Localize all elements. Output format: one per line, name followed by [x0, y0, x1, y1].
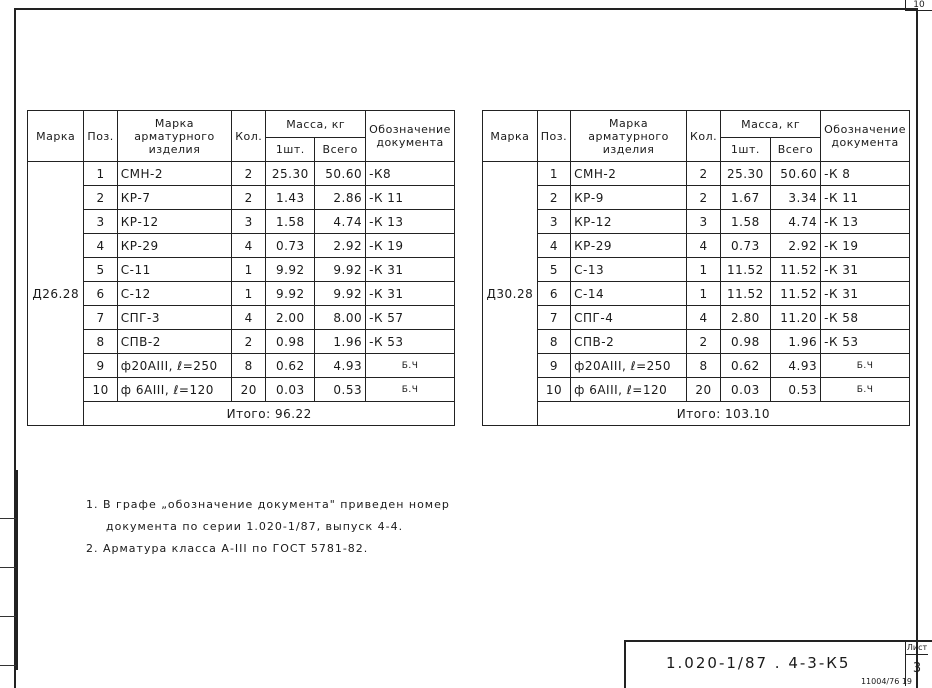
qty-cell: 20 [232, 378, 266, 402]
unit-mass-cell: 9.92 [266, 282, 315, 306]
item-cell: С-11 [117, 258, 231, 282]
item-cell: СПГ-3 [117, 306, 231, 330]
header-mark: Марка [483, 111, 538, 162]
item-cell: ф20АIII, ℓ=250 [117, 354, 231, 378]
document-code: 1.020-1/87 . 4-3-К5 [666, 654, 851, 672]
note-line-3: 2. Арматура класса А-III по ГОСТ 5781-82. [86, 542, 369, 555]
total-mass-cell: 2.92 [770, 234, 820, 258]
doc-cell: -К 13 [821, 210, 910, 234]
item-cell: ф20АIII, ℓ=250 [571, 354, 687, 378]
unit-mass-cell: 25.30 [721, 162, 771, 186]
header-qty: Кол. [687, 111, 721, 162]
qty-cell: 2 [232, 162, 266, 186]
unit-mass-cell: 1.67 [721, 186, 771, 210]
note-line-1: 1. В графе „обозначение документа" приведен номер [86, 498, 450, 511]
pos-cell: 3 [537, 210, 570, 234]
table-row [483, 330, 910, 354]
corner-number: 10 [905, 0, 932, 11]
item-cell: КР-29 [117, 234, 231, 258]
item-cell: ф 6АIII, ℓ=120 [571, 378, 687, 402]
total-mass-cell: 9.92 [315, 258, 366, 282]
total-mass-cell: 0.53 [315, 378, 366, 402]
header-mass: Масса, кг [721, 111, 821, 138]
doc-cell: Б.Ч [821, 354, 910, 378]
qty-cell: 1 [687, 258, 721, 282]
total-mass-cell: 0.53 [770, 378, 820, 402]
unit-mass-cell: 11.52 [721, 258, 771, 282]
table-row [28, 378, 455, 402]
total-mass-cell: 2.92 [315, 234, 366, 258]
table-row [483, 378, 910, 402]
pos-cell: 8 [84, 330, 117, 354]
pos-cell: 6 [84, 282, 117, 306]
table-row [483, 282, 910, 306]
unit-mass-cell: 1.43 [266, 186, 315, 210]
table-row [483, 354, 910, 378]
doc-cell: -К 11 [821, 186, 910, 210]
qty-cell: 2 [687, 330, 721, 354]
total-mass-cell: 9.92 [315, 282, 366, 306]
pos-cell: 2 [537, 186, 570, 210]
doc-cell: -К 57 [366, 306, 455, 330]
binding-strips [0, 470, 18, 670]
footer-number: 11004/76 19 [860, 677, 912, 686]
total-mass-cell: 11.20 [770, 306, 820, 330]
total-mass-cell: 4.74 [770, 210, 820, 234]
note-line-2: документа по серии 1.020-1/87, выпуск 4-4. [106, 520, 404, 533]
qty-cell: 2 [232, 330, 266, 354]
item-cell: С-13 [571, 258, 687, 282]
pos-cell: 5 [537, 258, 570, 282]
total-cell: Итого: 103.10 [537, 402, 909, 426]
qty-cell: 8 [687, 354, 721, 378]
table-row [28, 306, 455, 330]
qty-cell: 4 [687, 306, 721, 330]
total-mass-cell: 50.60 [770, 162, 820, 186]
qty-cell: 2 [687, 162, 721, 186]
element-mark: Д26.28 [28, 162, 84, 426]
item-cell: КР-12 [571, 210, 687, 234]
sheet-number: 3 [912, 661, 922, 676]
header-mass-unit: 1шт. [721, 138, 771, 162]
doc-cell: -К 53 [366, 330, 455, 354]
element-mark: Д30.28 [483, 162, 538, 426]
doc-cell: -К 31 [366, 282, 455, 306]
unit-mass-cell: 0.03 [266, 378, 315, 402]
table-row [483, 234, 910, 258]
unit-mass-cell: 0.73 [266, 234, 315, 258]
header-doc: Обозначение документа [366, 111, 455, 162]
pos-cell: 9 [84, 354, 117, 378]
item-cell: СМН-2 [117, 162, 231, 186]
unit-mass-cell: 0.98 [721, 330, 771, 354]
unit-mass-cell: 11.52 [721, 282, 771, 306]
qty-cell: 8 [232, 354, 266, 378]
table-row [483, 258, 910, 282]
doc-cell: Б.Ч [366, 378, 455, 402]
item-cell: СПГ-4 [571, 306, 687, 330]
header-mass-unit: 1шт. [266, 138, 315, 162]
unit-mass-cell: 1.58 [266, 210, 315, 234]
unit-mass-cell: 0.62 [266, 354, 315, 378]
qty-cell: 1 [232, 282, 266, 306]
pos-cell: 4 [84, 234, 117, 258]
unit-mass-cell: 25.30 [266, 162, 315, 186]
item-cell: КР-9 [571, 186, 687, 210]
total-mass-cell: 11.52 [770, 258, 820, 282]
pos-cell: 1 [537, 162, 570, 186]
doc-cell: Б.Ч [366, 354, 455, 378]
doc-cell: -К 31 [366, 258, 455, 282]
total-mass-cell: 50.60 [315, 162, 366, 186]
qty-cell: 4 [232, 306, 266, 330]
doc-cell: -К 31 [821, 282, 910, 306]
total-mass-cell: 4.93 [315, 354, 366, 378]
header-pos: Поз. [537, 111, 570, 162]
pos-cell: 6 [537, 282, 570, 306]
item-cell: КР-7 [117, 186, 231, 210]
table-row [483, 186, 910, 210]
item-cell: КР-12 [117, 210, 231, 234]
table-row [483, 162, 910, 186]
doc-cell: -К 19 [821, 234, 910, 258]
pos-cell: 9 [537, 354, 570, 378]
doc-cell: -К8 [366, 162, 455, 186]
item-cell: СПВ-2 [571, 330, 687, 354]
table-row [28, 330, 455, 354]
unit-mass-cell: 0.03 [721, 378, 771, 402]
unit-mass-cell: 9.92 [266, 258, 315, 282]
total-mass-cell: 4.93 [770, 354, 820, 378]
table-row [28, 258, 455, 282]
notes [86, 494, 450, 560]
table-row [483, 306, 910, 330]
qty-cell: 4 [687, 234, 721, 258]
pos-cell: 7 [84, 306, 117, 330]
item-cell: С-14 [571, 282, 687, 306]
pos-cell: 2 [84, 186, 117, 210]
total-mass-cell: 4.74 [315, 210, 366, 234]
doc-cell: -К 11 [366, 186, 455, 210]
unit-mass-cell: 1.58 [721, 210, 771, 234]
spec-table-left [27, 110, 455, 426]
qty-cell: 3 [232, 210, 266, 234]
qty-cell: 1 [687, 282, 721, 306]
doc-cell: -К 13 [366, 210, 455, 234]
pos-cell: 5 [84, 258, 117, 282]
pos-cell: 1 [84, 162, 117, 186]
unit-mass-cell: 2.00 [266, 306, 315, 330]
header-pos: Поз. [84, 111, 117, 162]
item-cell: С-12 [117, 282, 231, 306]
pos-cell: 4 [537, 234, 570, 258]
total-mass-cell: 3.34 [770, 186, 820, 210]
header-mass-total: Всего [315, 138, 366, 162]
total-mass-cell: 1.96 [770, 330, 820, 354]
pos-cell: 7 [537, 306, 570, 330]
qty-cell: 1 [232, 258, 266, 282]
header-qty: Кол. [232, 111, 266, 162]
total-row [483, 402, 910, 426]
qty-cell: 2 [687, 186, 721, 210]
pos-cell: 10 [84, 378, 117, 402]
header-item-mark: Марка арматурного изделия [117, 111, 231, 162]
qty-cell: 2 [232, 186, 266, 210]
header-doc: Обозначение документа [821, 111, 910, 162]
unit-mass-cell: 0.73 [721, 234, 771, 258]
total-mass-cell: 11.52 [770, 282, 820, 306]
table-row [483, 210, 910, 234]
table-row [28, 210, 455, 234]
table-row [28, 234, 455, 258]
pos-cell: 10 [537, 378, 570, 402]
qty-cell: 3 [687, 210, 721, 234]
table-row [28, 354, 455, 378]
unit-mass-cell: 0.62 [721, 354, 771, 378]
total-mass-cell: 1.96 [315, 330, 366, 354]
item-cell: КР-29 [571, 234, 687, 258]
doc-cell: -К 53 [821, 330, 910, 354]
table-row [28, 282, 455, 306]
unit-mass-cell: 0.98 [266, 330, 315, 354]
doc-cell: -К 8 [821, 162, 910, 186]
item-cell: СМН-2 [571, 162, 687, 186]
pos-cell: 3 [84, 210, 117, 234]
pos-cell: 8 [537, 330, 570, 354]
header-mass-total: Всего [770, 138, 820, 162]
qty-cell: 4 [232, 234, 266, 258]
doc-cell: -К 58 [821, 306, 910, 330]
total-mass-cell: 8.00 [315, 306, 366, 330]
table-row [28, 186, 455, 210]
header-item-mark: Марка арматурного изделия [571, 111, 687, 162]
header-mass: Масса, кг [266, 111, 366, 138]
unit-mass-cell: 2.80 [721, 306, 771, 330]
doc-cell: Б.Ч [821, 378, 910, 402]
item-cell: ф 6АIII, ℓ=120 [117, 378, 231, 402]
doc-cell: -К 19 [366, 234, 455, 258]
spec-table-right [482, 110, 910, 426]
total-row [28, 402, 455, 426]
total-cell: Итого: 96.22 [84, 402, 455, 426]
qty-cell: 20 [687, 378, 721, 402]
sheet-label: Лист [906, 642, 928, 655]
table-row [28, 162, 455, 186]
item-cell: СПВ-2 [117, 330, 231, 354]
header-mark: Марка [28, 111, 84, 162]
total-mass-cell: 2.86 [315, 186, 366, 210]
doc-cell: -К 31 [821, 258, 910, 282]
